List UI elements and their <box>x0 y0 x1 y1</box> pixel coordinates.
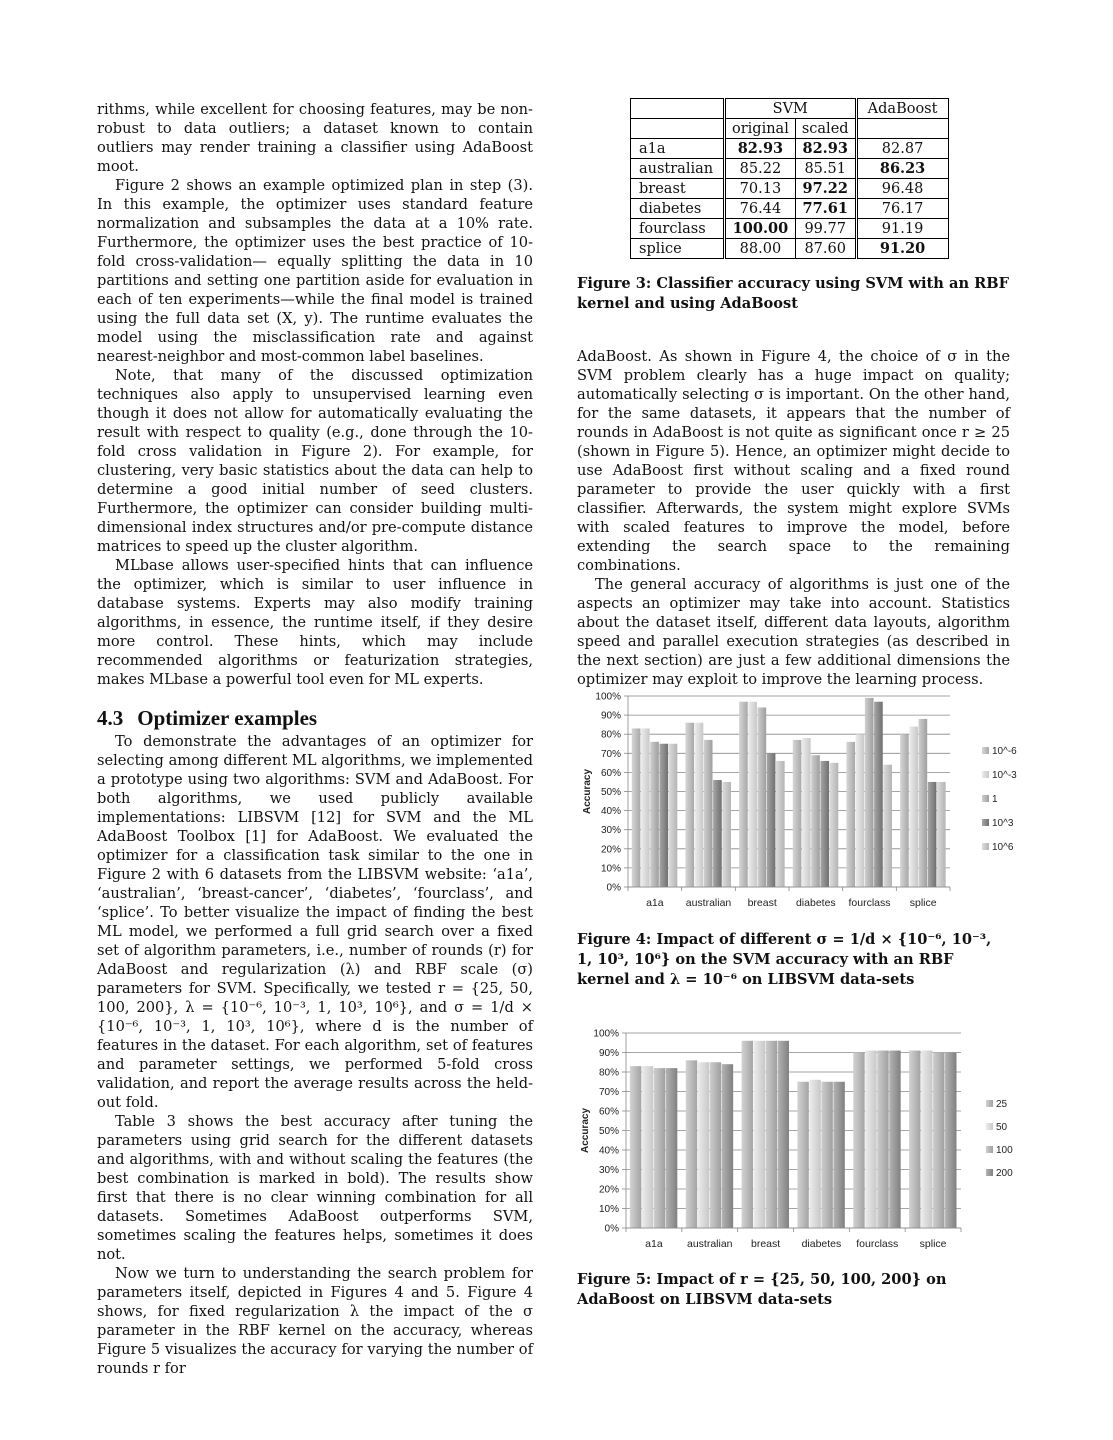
section-heading <box>97 706 533 730</box>
table-row <box>631 219 949 239</box>
y-tick-label: 40% <box>598 1145 619 1157</box>
section-title: Optimizer examples <box>137 706 318 730</box>
bar-breast-25 <box>742 1041 753 1228</box>
x-tick-label: australian <box>686 1238 733 1250</box>
section-number: 4.3 <box>97 706 124 730</box>
adaboost-value: 86.23 <box>856 159 948 179</box>
bar-diabetes-10^-6 <box>793 740 802 887</box>
bar-diabetes-25 <box>797 1082 808 1228</box>
bar-a1a-1 <box>650 742 659 887</box>
bar-australian-100 <box>710 1062 721 1228</box>
bar-a1a-100 <box>654 1068 665 1228</box>
svm-original-value: 76.44 <box>725 199 796 219</box>
bar-diabetes-100 <box>821 1082 832 1228</box>
bar-a1a-50 <box>642 1066 653 1228</box>
legend-label: 10^-6 <box>992 746 1017 757</box>
legend-label: 1 <box>992 794 998 805</box>
bar-splice-100 <box>933 1053 944 1229</box>
y-tick-label: 90% <box>598 1048 619 1059</box>
dataset-name: a1a <box>631 139 725 159</box>
figure5-chart <box>572 1022 1012 1258</box>
paragraph: Figure 2 shows an example optimized plan in step (3). In this example, the optimizer uses standard feature normalization and subsamples the data at a 10% rate. Furthermore, the optimizer uses the best practice of 10-fold cross-validation— equally splitting the data in 10 partitions and setting one partition aside for evaluation in each of ten experiments—while the final model is trained using the full data set (X, y). The runtime evaluates the model using the misclassification rate and against nearest-neighbor and most-common label baselines. <box>97 177 533 365</box>
bar-diabetes-10^3 <box>820 761 829 887</box>
legend-swatch <box>982 795 989 802</box>
y-tick-label: 40% <box>600 806 621 818</box>
legend-label: 10^-3 <box>992 770 1017 781</box>
x-tick-label: splice <box>919 1238 947 1250</box>
legend-label: 25 <box>996 1099 1008 1110</box>
header-blank <box>856 119 948 139</box>
bar-breast-200 <box>778 1041 789 1228</box>
y-tick-label: 50% <box>600 787 621 798</box>
bar-splice-10^6 <box>937 782 946 887</box>
bar-breast-100 <box>766 1041 777 1228</box>
y-tick-label: 0% <box>606 882 621 894</box>
legend-label: 200 <box>996 1168 1013 1179</box>
y-tick-label: 60% <box>598 1106 619 1118</box>
svm-scaled-value: 87.60 <box>795 239 856 259</box>
y-tick-label: 80% <box>600 729 621 741</box>
svm-original-value: 88.00 <box>725 239 796 259</box>
bar-a1a-10^6 <box>669 744 678 887</box>
bar-splice-50 <box>921 1051 932 1228</box>
figure4-svg <box>572 686 1017 914</box>
table-row <box>631 179 949 199</box>
y-tick-label: 80% <box>598 1067 619 1079</box>
dataset-name: australian <box>631 159 725 179</box>
bar-australian-10^3 <box>713 780 722 887</box>
bar-a1a-200 <box>666 1068 677 1228</box>
x-tick-label: australian <box>685 897 732 909</box>
y-tick-label: 100% <box>595 691 621 703</box>
svm-original-value: 70.13 <box>725 179 796 199</box>
paragraph: Note, that many of the discussed optimization techniques also apply to unsupervised learning even though it does not allow for automatically evaluating the result with respect to quality (e.g., done through the 10-fold cross validation in Figure 2). For example, for clustering, very basic statistics about the data can help to determine a good initial number of seed clusters. Furthermore, the optimizer can consider building multi-dimensional index structures and/or pre-compute distance matrices to speed up the cluster algorithm. <box>97 367 533 555</box>
left-column <box>97 100 533 1378</box>
accuracy-table <box>630 98 949 259</box>
bar-a1a-10^3 <box>659 744 668 887</box>
legend-swatch <box>982 843 989 850</box>
adaboost-value: 96.48 <box>856 179 948 199</box>
bar-splice-200 <box>945 1053 956 1229</box>
legend-swatch <box>982 819 989 826</box>
table-subheader-row <box>631 119 949 139</box>
bar-diabetes-50 <box>809 1080 820 1228</box>
bar-breast-10^-6 <box>739 702 748 887</box>
y-tick-label: 0% <box>604 1223 619 1235</box>
bar-australian-1 <box>704 740 713 887</box>
y-axis-label: Accuracy <box>582 768 593 815</box>
right-column <box>577 347 1010 689</box>
bar-a1a-10^-6 <box>632 728 641 887</box>
svm-scaled-value: 82.93 <box>795 139 856 159</box>
bar-australian-50 <box>698 1062 709 1228</box>
header-original: original <box>725 119 796 139</box>
figure5-caption: Figure 5: Impact of r = {25, 50, 100, 200} on AdaBoost on LIBSVM data-sets <box>577 1271 947 1308</box>
x-tick-label: diabetes <box>801 1238 842 1250</box>
table-header-row <box>631 99 949 119</box>
adaboost-value: 76.17 <box>856 199 948 219</box>
y-tick-label: 100% <box>593 1028 619 1040</box>
y-tick-label: 70% <box>600 748 621 760</box>
dataset-name: splice <box>631 239 725 259</box>
table-row <box>631 239 949 259</box>
legend-label: 50 <box>996 1122 1008 1133</box>
bar-fourclass-25 <box>853 1053 864 1229</box>
x-tick-label: fourclass <box>848 897 891 909</box>
table-corner <box>631 119 725 139</box>
y-tick-label: 50% <box>598 1126 619 1137</box>
bar-breast-1 <box>758 707 767 887</box>
table-corner <box>631 99 725 119</box>
dataset-name: diabetes <box>631 199 725 219</box>
y-axis-label: Accuracy <box>580 1107 591 1154</box>
legend-swatch <box>986 1146 993 1153</box>
paragraph: MLbase allows user-specified hints that can influence the optimizer, which is similar to user influence in database systems. Experts may also modify training algorithms, in essence, the runtime itself, if they desire more control. These hints, which may include recommended algorithms or featurization strategies, makes MLbase a powerful tool even for ML experts. <box>97 557 533 688</box>
paragraph: The general accuracy of algorithms is just one of the aspects an optimizer may take into account. Statistics about the dataset itself, different data layouts, algorithm speed and parallel execution strategies (as described in the next section) are just a few additional dimensions the optimizer may exploit to improve the learning process. <box>577 576 1010 688</box>
x-tick-label: a1a <box>645 1238 663 1250</box>
bar-a1a-10^-3 <box>641 728 650 887</box>
header-adaboost: AdaBoost <box>856 99 948 119</box>
bar-diabetes-10^-3 <box>802 738 811 887</box>
bar-splice-10^-3 <box>909 727 918 887</box>
y-tick-label: 70% <box>598 1087 619 1098</box>
bar-australian-10^-6 <box>685 723 694 887</box>
bar-fourclass-1 <box>865 698 874 887</box>
x-tick-label: splice <box>909 897 937 909</box>
x-tick-label: breast <box>750 1238 781 1250</box>
svm-scaled-value: 99.77 <box>795 219 856 239</box>
table-row <box>631 159 949 179</box>
bar-fourclass-100 <box>877 1051 888 1228</box>
bar-fourclass-10^3 <box>874 702 883 887</box>
x-tick-label: diabetes <box>795 897 836 909</box>
bar-fourclass-10^-3 <box>856 734 865 887</box>
bar-diabetes-10^6 <box>830 763 839 887</box>
x-tick-label: fourclass <box>856 1238 899 1250</box>
y-tick-label: 60% <box>600 767 621 779</box>
svm-scaled-value: 85.51 <box>795 159 856 179</box>
figure5-svg <box>572 1022 1012 1254</box>
legend-swatch <box>986 1123 993 1130</box>
table-row <box>631 139 949 159</box>
legend-swatch <box>986 1169 993 1176</box>
adaboost-value: 82.87 <box>856 139 948 159</box>
bar-splice-10^-6 <box>900 734 909 887</box>
bar-australian-10^6 <box>722 782 731 887</box>
figure3-caption: Figure 3: Classifier accuracy using SVM with an RBF kernel and using AdaBoost <box>577 275 1009 312</box>
adaboost-value: 91.19 <box>856 219 948 239</box>
bar-fourclass-10^6 <box>883 765 892 887</box>
y-tick-label: 30% <box>598 1165 619 1176</box>
dataset-name: breast <box>631 179 725 199</box>
bar-australian-25 <box>686 1060 697 1228</box>
dataset-name: fourclass <box>631 219 725 239</box>
paragraph: rithms, while excellent for choosing features, may be non-robust to data outliers; a dataset known to contain outliers may render training a classifier using AdaBoost moot. <box>97 101 533 175</box>
bar-australian-10^-3 <box>695 723 704 887</box>
paragraph: Table 3 shows the best accuracy after tuning the parameters using grid search for the different datasets and algorithms, with and without scaling the features (the best combination is marked in bold). The results show first that there is no clear winning combination for all datasets. Sometimes AdaBoost outperforms SVM, sometimes scaling the features helps, sometimes it does not. <box>97 1113 533 1263</box>
legend-swatch <box>986 1100 993 1107</box>
bar-fourclass-200 <box>889 1051 900 1228</box>
bar-breast-10^-3 <box>748 702 757 887</box>
legend-swatch <box>982 771 989 778</box>
svm-original-value: 100.00 <box>725 219 796 239</box>
paragraph: To demonstrate the advantages of an optimizer for selecting among different ML algorithms, we implemented a prototype using two algorithms: SVM and AdaBoost. For both algorithms, we used publicly available implementations: LIBSVM [12] for SVM and the ML AdaBoost Toolbox [1] for AdaBoost. We evaluated the optimizer for a classification task similar to the one in Figure 2 with 6 datasets from the LIBSVM website: ‘a1a’, ‘australian’, ‘breast-cancer’, ‘diabetes’, ‘fourclass’, and ‘splice’. To better visualize the impact of finding the best ML model, we performed a full grid search over a fixed set of algorithm parameters, i.e., number of rounds (r) for AdaBoost and regularization (λ) and RBF scale (σ) parameters for SVM. Specifically, we tested r = {25, 50, 100, 200}, λ = {10⁻⁶, 10⁻³, 1, 10³, 10⁶}, and σ = 1/d × {10⁻⁶, 10⁻³, 1, 10³, 10⁶}, where d is the number of features in the dataset. For each algorithm, set of features and parameter settings, we performed 5-fold cross validation, and report the average results across the held-out fold. <box>97 733 533 1111</box>
legend-label: 100 <box>996 1145 1013 1156</box>
bar-breast-10^3 <box>767 753 776 887</box>
header-svm: SVM <box>725 99 857 119</box>
x-tick-label: a1a <box>646 897 664 909</box>
y-tick-label: 30% <box>600 825 621 837</box>
bar-splice-1 <box>919 719 928 887</box>
bar-diabetes-200 <box>833 1082 844 1228</box>
bar-splice-10^3 <box>928 782 937 887</box>
svm-scaled-value: 77.61 <box>795 199 856 219</box>
bar-australian-200 <box>722 1064 733 1228</box>
figure4-chart <box>572 686 1017 918</box>
legend-label: 10^3 <box>992 818 1014 829</box>
svm-original-value: 82.93 <box>725 139 796 159</box>
svm-scaled-value: 97.22 <box>795 179 856 199</box>
figure4-caption: Figure 4: Impact of different σ = 1/d × {10⁻⁶, 10⁻³, 1, 10³, 10⁶} on the SVM accuracy with an RBF kernel and λ = 10⁻⁶ on LIBSVM data-sets <box>577 931 992 988</box>
header-scaled: scaled <box>795 119 856 139</box>
legend-swatch <box>982 747 989 754</box>
y-tick-label: 10% <box>600 863 621 875</box>
adaboost-value: 91.20 <box>856 239 948 259</box>
x-tick-label: breast <box>747 897 777 909</box>
y-tick-label: 20% <box>598 1184 619 1196</box>
bar-diabetes-1 <box>811 755 820 887</box>
svm-original-value: 85.22 <box>725 159 796 179</box>
bar-breast-50 <box>754 1041 765 1228</box>
y-tick-label: 10% <box>598 1204 619 1215</box>
bar-fourclass-10^-6 <box>846 742 855 887</box>
y-tick-label: 90% <box>600 710 621 722</box>
bar-fourclass-50 <box>865 1051 876 1228</box>
paragraph: Now we turn to understanding the search problem for parameters itself, depicted in Figures 4 and 5. Figure 4 shows, for fixed regularization λ the impact of the σ parameter in the RBF kernel on the accuracy, whereas Figure 5 visualizes the accuracy for varying the number of rounds r for <box>97 1265 533 1377</box>
bar-splice-25 <box>909 1051 920 1228</box>
legend-label: 10^6 <box>992 842 1014 853</box>
y-tick-label: 20% <box>600 844 621 856</box>
table-row <box>631 199 949 219</box>
bar-breast-10^6 <box>776 761 785 887</box>
bar-a1a-25 <box>630 1066 641 1228</box>
paragraph: AdaBoost. As shown in Figure 4, the choice of σ in the SVM problem clearly has a huge impact on quality; automatically selecting σ is important. On the other hand, for the same datasets, it appears that the number of rounds in AdaBoost is not quite as significant once r ≥ 25 (shown in Figure 5). Hence, an optimizer might decide to use AdaBoost first without scaling and a fixed round parameter to provide the user quickly with a first classifier. Afterwards, the system might explore SVMs with scaled features to improve the model, before extending the search space to the remaining combinations. <box>577 348 1010 574</box>
